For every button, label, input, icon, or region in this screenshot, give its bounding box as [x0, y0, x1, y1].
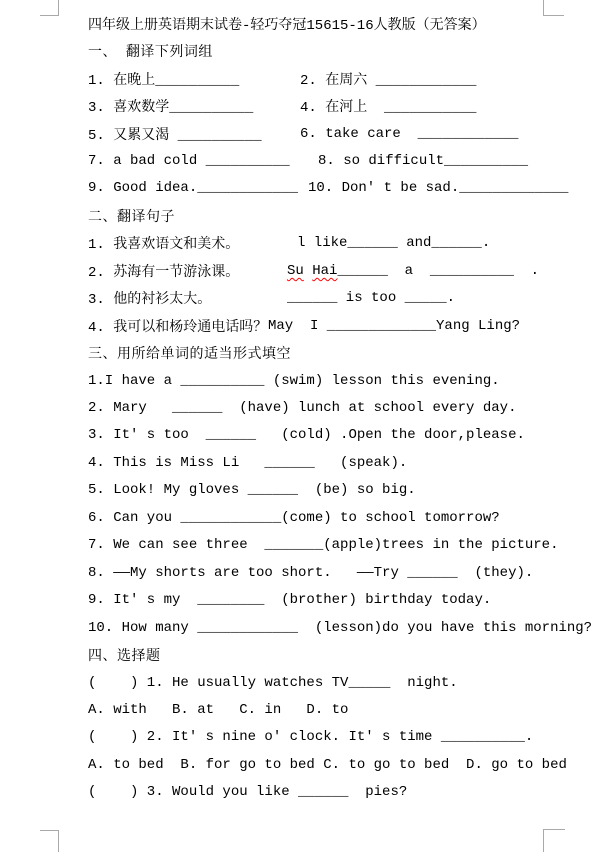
text-run: 6. take care ____________ [300, 125, 519, 142]
text-line [0, 230, 610, 257]
section-header: 四、选择题 [88, 649, 161, 666]
text-run: 4. 我可以和杨玲通电话吗？ [88, 319, 268, 336]
document-title: 四年级上册英语期末试卷-轻巧夺冠15615-16人教版（无答案） [88, 17, 486, 34]
text-line [0, 92, 610, 119]
text-line [0, 147, 610, 174]
text-run: A. to bed B. for go to bed C. to go to bed D. go to bed [88, 756, 567, 773]
text-run: 4. This is Miss Li ______ (speak). [88, 454, 408, 471]
section-header: 二、翻译句子 [88, 209, 175, 226]
text-line [0, 367, 610, 394]
text-line [0, 175, 610, 202]
title-line [0, 10, 610, 37]
text-segment [88, 675, 458, 691]
text-run: ______ a __________ . [337, 262, 540, 279]
text-run: 1. 在晚上__________ [88, 72, 240, 89]
text-line [0, 394, 610, 421]
text-segment [88, 702, 348, 718]
text-run: 8. so difficult__________ [318, 152, 529, 169]
text-line [0, 669, 610, 696]
text-line [0, 532, 610, 559]
text-segment [88, 316, 267, 336]
text-line [0, 65, 610, 92]
text-run: 1. 我喜欢语文和美术。 [88, 237, 240, 254]
text-segment [88, 729, 533, 745]
spellcheck-word: Hai [312, 262, 338, 279]
text-run: ( ) 1. He usually watches TV_____ night. [88, 674, 458, 691]
section-header: 三、用所给单词的适当形式填空 [88, 347, 291, 364]
text-segment [88, 757, 567, 773]
text-segment [297, 235, 490, 251]
text-line [0, 257, 610, 284]
text-run: 7. a bad cold __________ [88, 152, 290, 169]
spellcheck-word: Su [287, 262, 304, 279]
text-segment [318, 153, 528, 169]
text-segment [88, 373, 500, 389]
text-segment [88, 233, 239, 253]
text-run: May I _____________Yang Ling? [268, 317, 521, 334]
text-segment [88, 482, 416, 498]
text-line [0, 312, 610, 339]
text-line [0, 285, 610, 312]
text-run: 3. It' s too ______ (cold) .Open the door,please. [88, 427, 525, 444]
text-run: 2. Mary ______ (have) lunch at school every day. [88, 400, 517, 417]
section-header-line [0, 202, 610, 229]
text-segment [88, 784, 407, 800]
section-header-line [0, 641, 610, 668]
text-line [0, 779, 610, 806]
text-segment [300, 69, 476, 89]
text-run: 6. Can you ____________(come) to school tomorrow? [88, 509, 500, 526]
text-segment [88, 400, 516, 416]
text-run: 3. 喜欢数学__________ [88, 100, 254, 117]
text-line [0, 586, 610, 613]
text-run: 10. Don' t be sad._____________ [308, 180, 569, 197]
text-line [0, 559, 610, 586]
section-header-line [0, 37, 610, 64]
text-run: 5. 又累又渴 __________ [88, 127, 262, 144]
text-run: ______ is too _____. [287, 290, 456, 307]
text-segment [88, 565, 533, 581]
text-segment [268, 318, 520, 334]
text-segment [88, 96, 253, 116]
text-line [0, 751, 610, 778]
text-segment [88, 261, 239, 281]
text-line [0, 724, 610, 751]
text-run: 9. Good idea.____________ [88, 180, 299, 197]
text-line [0, 477, 610, 504]
text-run: A. with B. at C. in D. to [88, 701, 349, 718]
text-run: ( ) 3. Would you like ______ pies? [88, 784, 408, 801]
text-segment [88, 288, 211, 308]
text-segment [88, 124, 262, 144]
text-run: 1.I have a __________ (swim) lesson this evening. [88, 372, 500, 389]
text-line [0, 120, 610, 147]
text-segment [88, 537, 558, 553]
text-segment [88, 510, 500, 526]
text-run: l like______ and______. [297, 235, 491, 252]
text-line [0, 422, 610, 449]
section-header: 一、 翻译下列词组 [88, 45, 213, 62]
text-segment [287, 263, 539, 279]
text-segment [300, 126, 518, 142]
text-run: ( ) 2. It' s nine o' clock. It' s time __________. [88, 729, 534, 746]
text-segment [88, 455, 407, 471]
text-segment [88, 180, 298, 196]
text-line [0, 449, 610, 476]
text-run: 10. How many ____________ (lesson)do you have this morning? [88, 619, 593, 636]
text-segment [300, 96, 476, 116]
text-run: 5. Look! My gloves ______ (be) so big. [88, 482, 416, 499]
section-header-line [0, 339, 610, 366]
text-segment [88, 592, 491, 608]
text-line [0, 696, 610, 723]
text-run: 7. We can see three _______(apple)trees in the picture. [88, 537, 559, 554]
text-segment [308, 180, 568, 196]
text-line [0, 504, 610, 531]
text-segment [88, 620, 592, 636]
text-run: 2. 在周六 ____________ [300, 72, 477, 89]
text-run [304, 263, 312, 279]
text-run: 8. ——My shorts are too short. ——Try ______ (they). [88, 564, 534, 581]
text-segment [88, 69, 239, 89]
text-segment [287, 290, 455, 306]
text-line [0, 614, 610, 641]
text-run: 9. It' s my ________ (brother) birthday today. [88, 592, 492, 609]
text-segment [88, 427, 525, 443]
text-run: 3. 他的衬衫太大。 [88, 292, 212, 309]
text-run: 4. 在河上 ___________ [300, 100, 477, 117]
text-segment [88, 153, 290, 169]
text-run: 2. 苏海有一节游泳课。 [88, 264, 240, 281]
